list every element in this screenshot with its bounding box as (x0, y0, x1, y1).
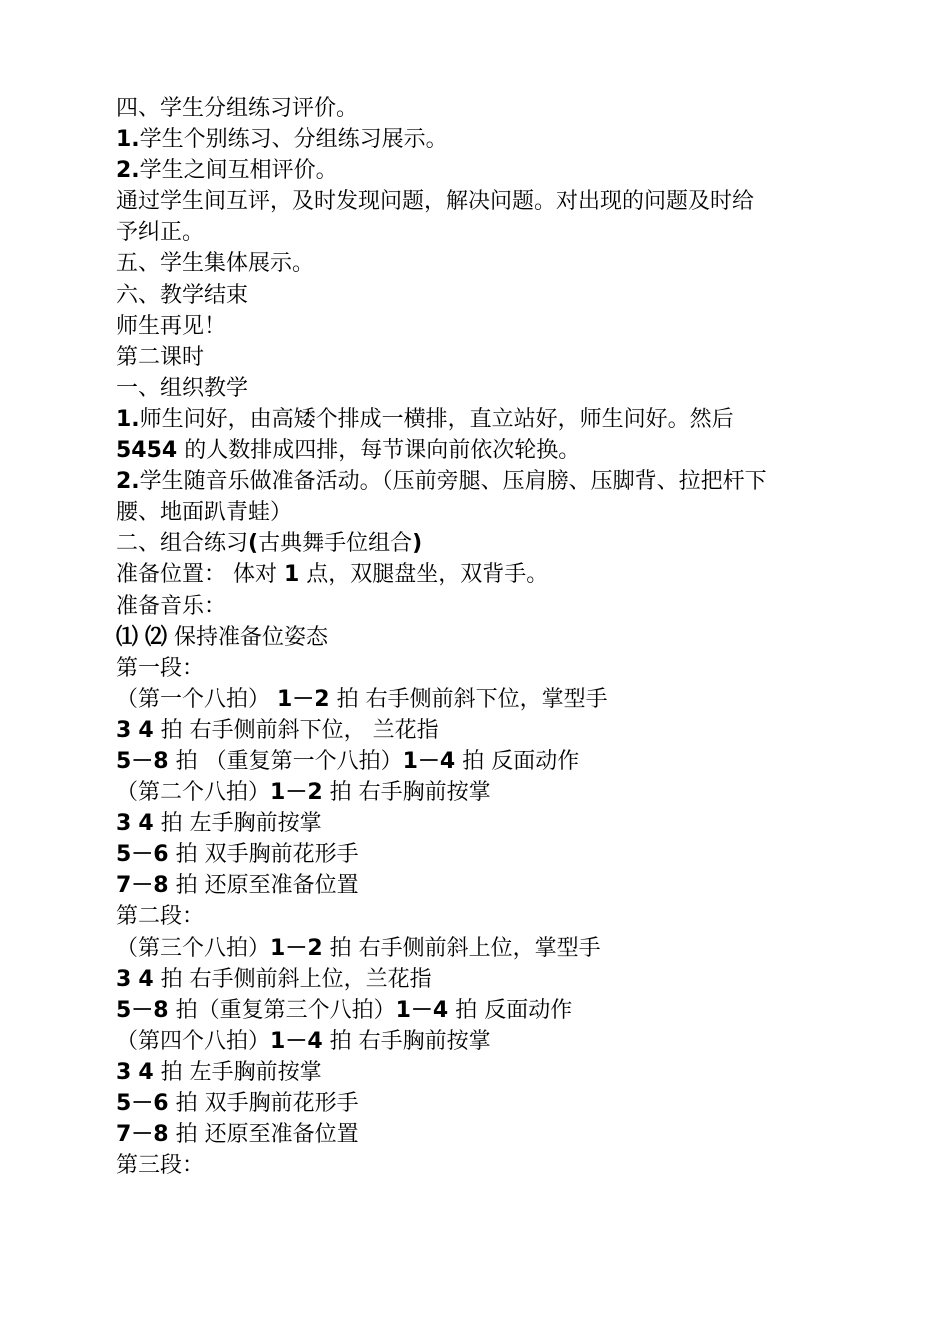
step-line: 5－6 拍 双手胸前花形手 (116, 842, 359, 868)
step-line: （第一个八拍） 1－2 拍 右手侧前斜下位，掌型手 (116, 686, 608, 712)
list-item: 1.学生个别练习、分组练习展示。 (116, 127, 448, 153)
document-page (116, 93, 856, 1181)
step-line: 3 4 拍 右手侧前斜下位， 兰花指 (116, 717, 439, 743)
section-heading: 一、组织教学 (116, 375, 249, 401)
paragraph-line: 准备位置： 体对 1 点，双腿盘坐，双背手。 (116, 562, 549, 588)
step-line: 7－8 拍 还原至准备位置 (116, 873, 359, 899)
list-item: 2.学生之间互相评价。 (116, 158, 338, 184)
paragraph-line: 予纠正。 (116, 220, 205, 246)
step-line: 3 4 拍 右手侧前斜上位，兰花指 (116, 966, 432, 992)
step-line: （第四个八拍）1－4 拍 右手胸前按掌 (116, 1028, 491, 1054)
step-line: 3 4 拍 左手胸前按掌 (116, 811, 322, 837)
paragraph-line: 准备音乐： (116, 593, 227, 619)
step-line: 7－8 拍 还原至准备位置 (116, 1122, 359, 1148)
list-item: 2.学生随音乐做准备活动。（压前旁腿、压肩膀、压脚背、拉把杆下 (116, 469, 767, 495)
step-line: （第三个八拍）1－2 拍 右手侧前斜上位，掌型手 (116, 935, 601, 961)
section-heading: 五、学生集体展示。 (116, 251, 315, 277)
paragraph-line: 腰、地面趴青蛙） (116, 500, 293, 526)
segment-heading: 第三段： (116, 1153, 205, 1179)
segment-heading: 第二段： (116, 904, 205, 930)
lesson-heading: 第二课时 (116, 344, 205, 370)
step-line: （第二个八拍）1－2 拍 右手胸前按掌 (116, 780, 491, 806)
step-line: 5－6 拍 双手胸前花形手 (116, 1091, 359, 1116)
paragraph-line: ⑴ ⑵ 保持准备位姿态 (116, 624, 329, 650)
step-line: 5－8 拍 （重复第一个八拍）1－4 拍 反面动作 (116, 748, 580, 774)
segment-heading: 第一段： (116, 655, 205, 681)
paragraph-line: 通过学生间互评，及时发现问题，解决问题。对出现的问题及时给 (116, 189, 755, 215)
step-line: 5－8 拍（重复第三个八拍）1－4 拍 反面动作 (116, 997, 573, 1023)
paragraph-line: 师生再见！ (116, 313, 227, 339)
section-heading: 二、组合练习(古典舞手位组合) (116, 531, 423, 557)
section-heading: 六、教学结束 (116, 282, 249, 308)
paragraph-line: 5454 的人数排成四排，每节课向前依次轮换。 (116, 438, 581, 464)
list-item: 1.师生问好，由高矮个排成一横排，直立站好，师生问好。然后 (116, 406, 734, 432)
section-heading: 四、学生分组练习评价。 (116, 96, 359, 121)
step-line: 3 4 拍 左手胸前按掌 (116, 1059, 322, 1085)
